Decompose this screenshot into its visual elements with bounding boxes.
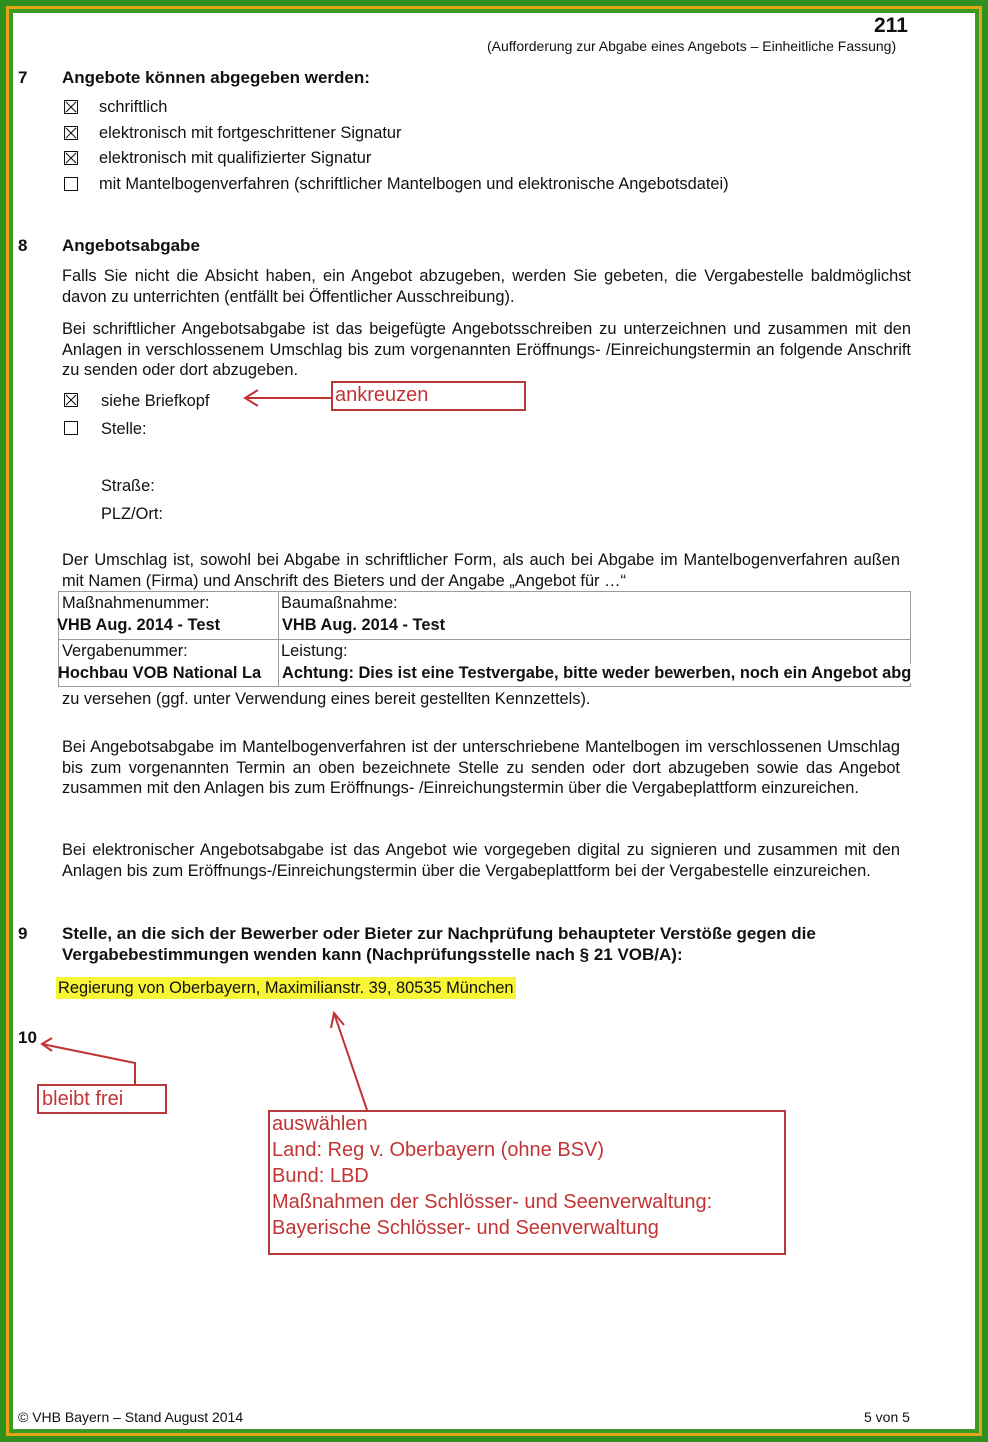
option-label: elektronisch mit fortgeschrittener Signatur — [99, 124, 402, 142]
checkbox-mantelbogenverfahren[interactable] — [64, 177, 78, 191]
paragraph-umschlag: Der Umschlag ist, sowohl bei Abgabe in schriftlicher Form, als auch bei Abgabe im Mantelbogenverfahren außen mit Namen (Firma) und Anschrift des Bieters und der Angabe „Angebot für …“ — [62, 551, 900, 590]
annotation-line: Bund: LBD — [272, 1165, 369, 1187]
footer-right: 5 von 5 — [864, 1409, 910, 1425]
table-value-leistung: Achtung: Dies ist eine Testvergabe, bitte weder bewerben, noch ein Angebot abg — [282, 664, 912, 682]
section-9-number: 9 — [18, 924, 28, 943]
checkbox-fortgeschrittene-signatur[interactable] — [64, 126, 78, 140]
strasse-label: Straße: — [101, 477, 155, 495]
section-8-number: 8 — [18, 236, 28, 255]
paragraph-absicht: Falls Sie nicht die Absicht haben, ein Angebot abzugeben, werden Sie gebeten, die Vergabestelle baldmöglichst davon zu unterrichten (entfällt bei Öffentlicher Ausschreibung). — [62, 267, 911, 306]
table-label-vergabenummer: Vergabenummer: — [62, 642, 188, 660]
section-7-title: Angebote können abgegeben werden: — [62, 68, 370, 87]
annotation-bleibt-frei-box — [37, 1084, 167, 1114]
table-value-vergabenummer: Hochbau VOB National La — [58, 664, 262, 682]
section-8-title: Angebotsabgabe — [62, 236, 200, 255]
annotation-line: Bayerische Schlösser- und Seenverwaltung — [272, 1217, 659, 1239]
check-x-icon — [65, 101, 77, 113]
option-label: Stelle: — [101, 420, 147, 438]
option-label: mit Mantelbogenverfahren (schriftlicher Mantelbogen und elektronische Angebotsdatei) — [99, 175, 729, 193]
paragraph-mantelbogen: Bei Angebotsabgabe im Mantelbogenverfahren ist der unterschriebene Mantelbogen im verschlossenen Umschlag bis zum vorgenannten Termin an oben bezeichnete Stelle zu senden oder dort abzugeben sowie das Angebot zusammen mit den Anlagen bis zum Eröffnungs- /Einreichungstermin über die Vergabeplattform einzureichen. — [62, 738, 900, 797]
section-9-title-line1: Stelle, an die sich der Bewerber oder Bieter zur Nachprüfung behaupteter Verstöße gegen die — [62, 924, 816, 943]
section-10-number: 10 — [18, 1028, 37, 1047]
table-value-baumassnahme: VHB Aug. 2014 - Test — [282, 616, 446, 634]
table-label-baumassnahme: Baumaßnahme: — [281, 594, 398, 612]
annotation-auswaehlen-box — [268, 1110, 786, 1255]
nachpruefungsstelle-address: Regierung von Oberbayern, Maximilianstr. 39, 80535 München — [58, 979, 514, 997]
table-divider — [59, 639, 910, 640]
header-subtitle: (Aufforderung zur Abgabe eines Angebots – Einheitliche Fassung) — [487, 38, 897, 54]
footer-left: © VHB Bayern – Stand August 2014 — [18, 1409, 244, 1425]
table-label-massnahmenummer: Maßnahmenummer: — [62, 594, 210, 612]
paragraph-schriftlich: Bei schriftlicher Angebotsabgabe ist das beigefügte Angebotsschreiben zu unterzeichnen und zusammen mit den Anlagen in verschlossenem Umschlag bis zum vorgenannten Eröffnungs- /Einreichungstermin an folgende Anschrift zu senden oder dort abzugeben. — [62, 320, 911, 379]
table-label-leistung: Leistung: — [281, 642, 348, 660]
check-x-icon — [65, 152, 77, 164]
checkbox-qualifizierte-signatur[interactable] — [64, 151, 78, 165]
check-x-icon — [65, 394, 77, 406]
annotation-ankreuzen-box — [331, 381, 526, 411]
annotation-line: auswählen — [272, 1113, 368, 1135]
checkbox-stelle[interactable] — [64, 421, 78, 435]
page-number: 211 — [874, 14, 908, 37]
section-9-title-line2: Vergabebestimmungen wenden kann (Nachprüfungsstelle nach § 21 VOB/A): — [62, 945, 683, 964]
paragraph-kennzettel: zu versehen (ggf. unter Verwendung eines bereit gestellten Kennzettels). — [62, 690, 591, 708]
plz-label: PLZ/Ort: — [101, 505, 163, 523]
annotation-ankreuzen-text: ankreuzen — [335, 384, 429, 406]
paragraph-elektronisch: Bei elektronischer Angebotsabgabe ist das Angebot wie vorgegeben digital zu signieren und zusammen mit den Anlagen bis zum Eröffnungs-/Einreichungstermin über die Vergabeplattform bei der Vergabestelle einzureichen. — [62, 841, 900, 880]
annotation-line: Maßnahmen der Schlösser- und Seenverwaltung: — [272, 1191, 713, 1213]
option-label: siehe Briefkopf — [101, 392, 210, 410]
option-label: schriftlich — [99, 98, 168, 116]
annotation-bleibt-frei-text: bleibt frei — [42, 1088, 124, 1110]
annotation-line: Land: Reg v. Oberbayern (ohne BSV) — [272, 1139, 605, 1161]
check-x-icon — [65, 127, 77, 139]
table-divider — [278, 592, 279, 686]
arrow-bleibt-frei-icon — [42, 1044, 135, 1084]
arrow-auswaehlen-icon — [334, 1013, 367, 1110]
table-leistung-clip — [282, 662, 974, 688]
option-label: elektronisch mit qualifizierter Signatur — [99, 149, 372, 167]
checkbox-siehe-briefkopf[interactable] — [64, 393, 78, 407]
table-value-massnahmenummer: VHB Aug. 2014 - Test — [57, 616, 221, 634]
checkbox-schriftlich[interactable] — [64, 100, 78, 114]
section-7-number: 7 — [18, 68, 28, 87]
